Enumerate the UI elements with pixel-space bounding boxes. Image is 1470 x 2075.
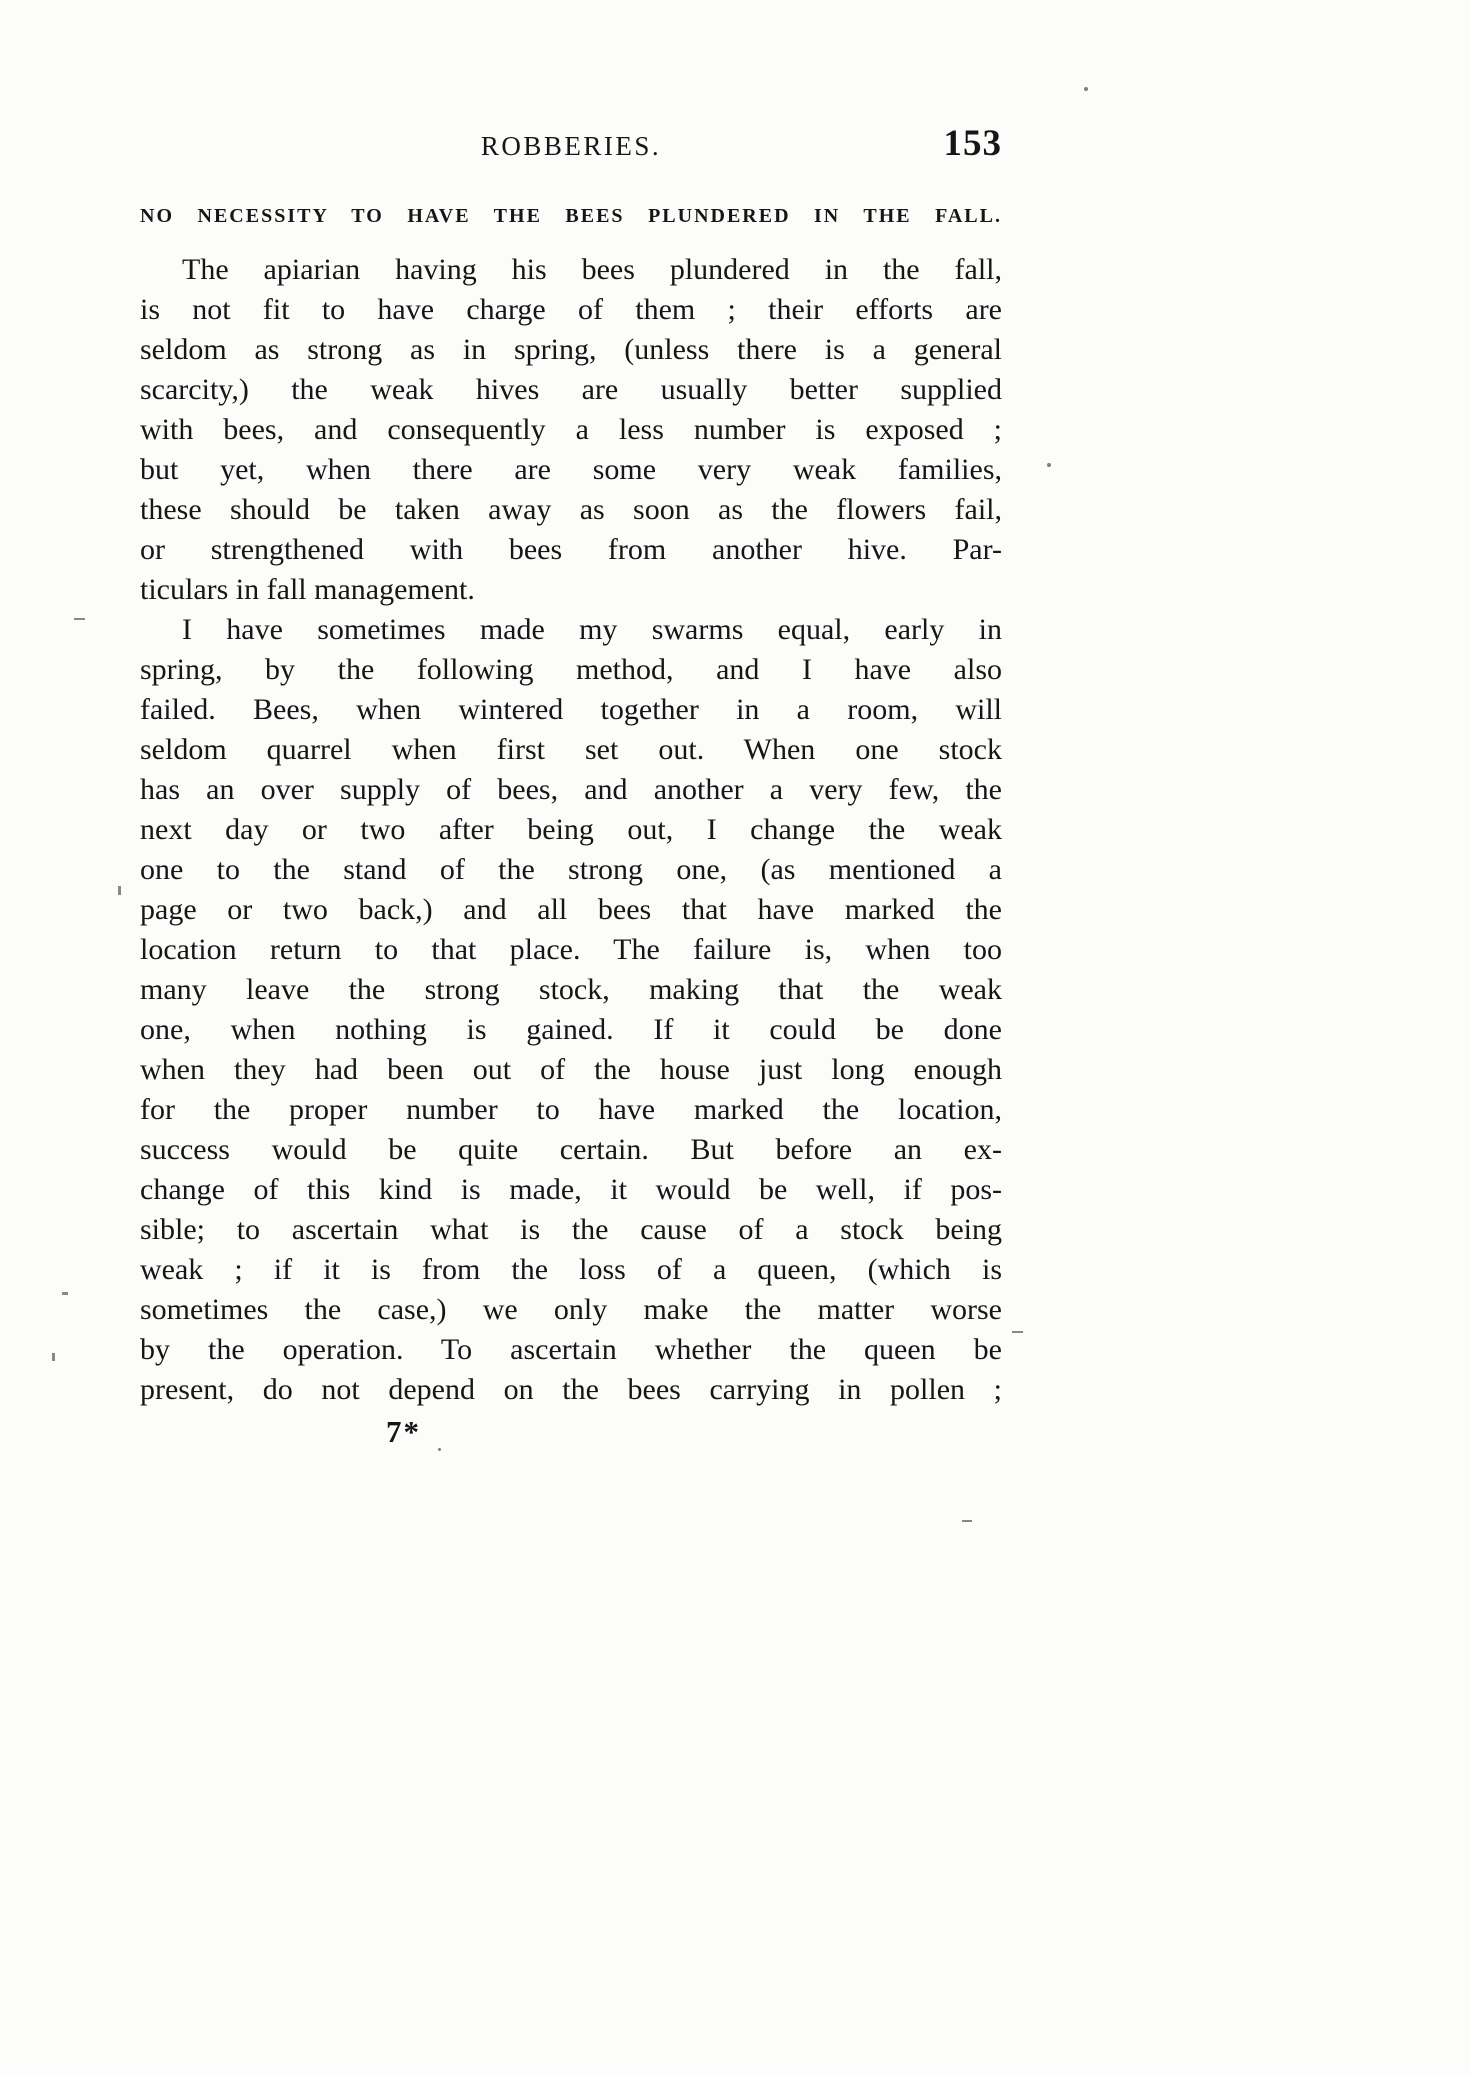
text-line: or strengthened with bees from another hive. Par- <box>140 533 1002 566</box>
text-line: spring, by the following method, and I have also <box>140 653 1002 686</box>
scan-speck <box>962 1520 972 1522</box>
scan-speck <box>1012 1331 1023 1333</box>
text-line: many leave the strong stock, making that the weak <box>140 973 1002 1006</box>
text-line: for the proper number to have marked the location, <box>140 1093 1002 1126</box>
text-line: page or two back,) and all bees that have marked the <box>140 893 1002 926</box>
body-text <box>140 250 1002 1410</box>
text-line: one, when nothing is gained. If it could be done <box>140 1013 1002 1046</box>
text-line: sible; to ascertain what is the cause of a stock being <box>140 1213 1002 1246</box>
text-line: scarcity,) the weak hives are usually better supplied <box>140 373 1002 406</box>
text-line: sometimes the case,) we only make the matter worse <box>140 1293 1002 1326</box>
scan-speck <box>118 886 121 895</box>
text-line: seldom as strong as in spring, (unless there is a general <box>140 333 1002 366</box>
text-line: with bees, and consequently a less number is exposed ; <box>140 413 1002 446</box>
scan-speck <box>1084 87 1088 91</box>
text-line: weak ; if it is from the loss of a queen, (which is <box>140 1253 1002 1286</box>
scan-speck <box>438 1448 441 1451</box>
text-line: next day or two after being out, I change the weak <box>140 813 1002 846</box>
text-line: ticulars in fall management. <box>140 573 475 606</box>
text-line: present, do not depend on the bees carrying in pollen ; <box>140 1373 1002 1406</box>
page-header <box>140 123 1002 172</box>
text-line: one to the stand of the strong one, (as mentioned a <box>140 853 1002 886</box>
text-line: I have sometimes made my swarms equal, early in <box>182 613 1002 646</box>
text-line: success would be quite certain. But before an ex- <box>140 1133 1002 1166</box>
scan-speck <box>74 618 85 620</box>
page-number: 153 <box>943 123 1002 164</box>
text-line: is not fit to have charge of them ; their efforts are <box>140 293 1002 326</box>
section-heading: NO NECESSITY TO HAVE THE BEES PLUNDERED IN THE FALL. <box>140 205 1002 227</box>
text-line: failed. Bees, when wintered together in a room, will <box>140 693 1002 726</box>
text-line: The apiarian having his bees plundered in the fall, <box>182 253 1002 286</box>
text-line: has an over supply of bees, and another a very few, the <box>140 773 1002 806</box>
scan-speck <box>62 1292 68 1295</box>
text-line: seldom quarrel when first set out. When one stock <box>140 733 1002 766</box>
signature-mark: 7* <box>386 1414 421 1449</box>
text-line: these should be taken away as soon as the flowers fail, <box>140 493 1002 526</box>
running-head: ROBBERIES. <box>480 131 662 161</box>
text-line: by the operation. To ascertain whether the queen be <box>140 1333 1002 1366</box>
text-column <box>140 123 1002 1450</box>
text-line: location return to that place. The failure is, when too <box>140 933 1002 966</box>
text-line: when they had been out of the house just long enough <box>140 1053 1002 1086</box>
text-line: but yet, when there are some very weak families, <box>140 453 1002 486</box>
text-line: change of this kind is made, it would be well, if pos- <box>140 1173 1002 1206</box>
scan-speck <box>52 1353 55 1361</box>
scan-speck <box>1047 463 1051 467</box>
